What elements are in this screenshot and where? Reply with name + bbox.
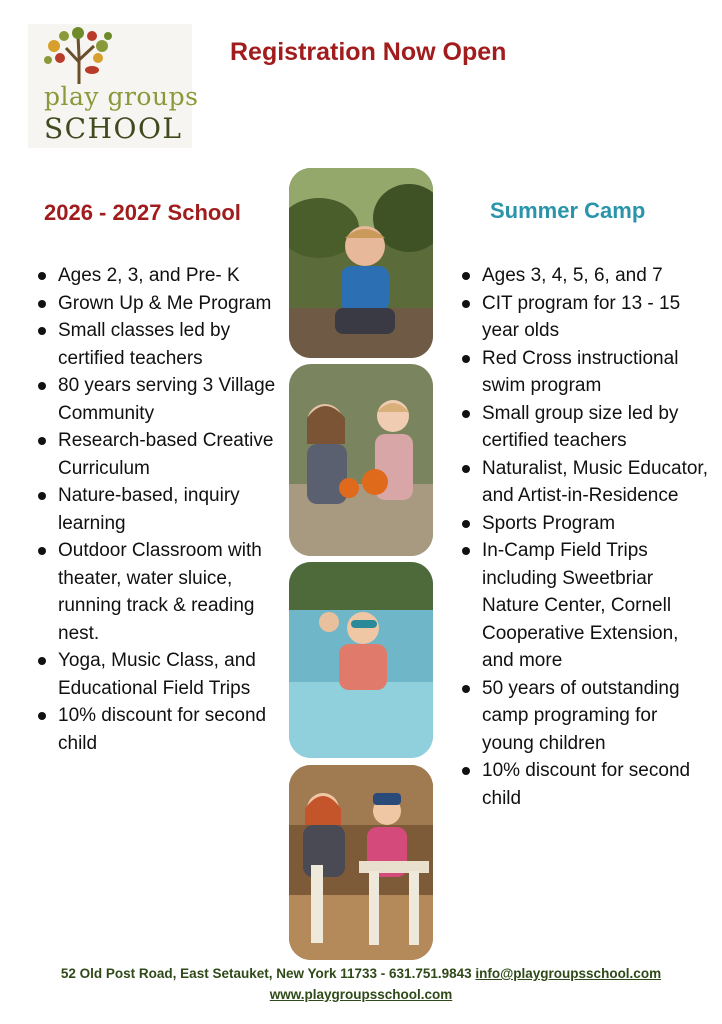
summer-camp-title: Summer Camp (490, 198, 646, 223)
photo-kids-in-woods (289, 765, 433, 960)
footer-contact-line (0, 966, 722, 981)
school-features-list (36, 262, 282, 757)
registration-headline: Registration Now Open (230, 38, 507, 66)
list-item: 10% discount for second child (36, 702, 282, 757)
photo-boy-in-garden (289, 168, 433, 358)
footer-website-line (0, 987, 722, 1002)
list-item: 10% discount for second child (460, 757, 710, 812)
list-item: Ages 2, 3, and Pre- K (36, 262, 282, 290)
list-item: Grown Up & Me Program (36, 290, 282, 318)
school-year-title: 2026 - 2027 School (44, 200, 241, 225)
list-item: 50 years of outstanding camp programing for young children (460, 675, 710, 758)
logo-text-play-groups: play groups (44, 82, 199, 111)
list-item: CIT program for 13 - 15 year olds (460, 290, 710, 345)
footer-address: 52 Old Post Road, East Setauket, New York 11733 - 631.751.9843 (60, 966, 472, 981)
list-item: Sports Program (460, 510, 710, 538)
list-item: Small group size led by certified teachers (460, 400, 710, 455)
photo-kids-with-pumpkin (289, 364, 433, 556)
list-item: Nature-based, inquiry learning (36, 482, 282, 537)
list-item: Yoga, Music Class, and Educational Field Trips (36, 647, 282, 702)
logo-text-school: SCHOOL (44, 112, 183, 145)
camp-features-list (460, 262, 710, 812)
school-logo (28, 24, 199, 148)
photo-child-in-pool (289, 562, 433, 758)
list-item: 80 years serving 3 Village Community (36, 372, 282, 427)
list-item: Research-based Creative Curriculum (36, 427, 282, 482)
list-item: Small classes led by certified teachers (36, 317, 282, 372)
tree-icon (34, 26, 124, 86)
email-link[interactable]: info@playgroupsschool.com (475, 966, 662, 981)
website-link[interactable]: www.playgroupsschool.com (269, 987, 453, 1002)
list-item: Naturalist, Music Educator, and Artist-in-Residence (460, 455, 710, 510)
list-item: Outdoor Classroom with theater, water sluice, running track & reading nest. (36, 537, 282, 647)
list-item: In-Camp Field Trips including Sweetbriar Nature Center, Cornell Cooperative Extension, and more (460, 537, 710, 675)
list-item: Ages 3, 4, 5, 6, and 7 (460, 262, 710, 290)
list-item: Red Cross instructional swim program (460, 345, 710, 400)
